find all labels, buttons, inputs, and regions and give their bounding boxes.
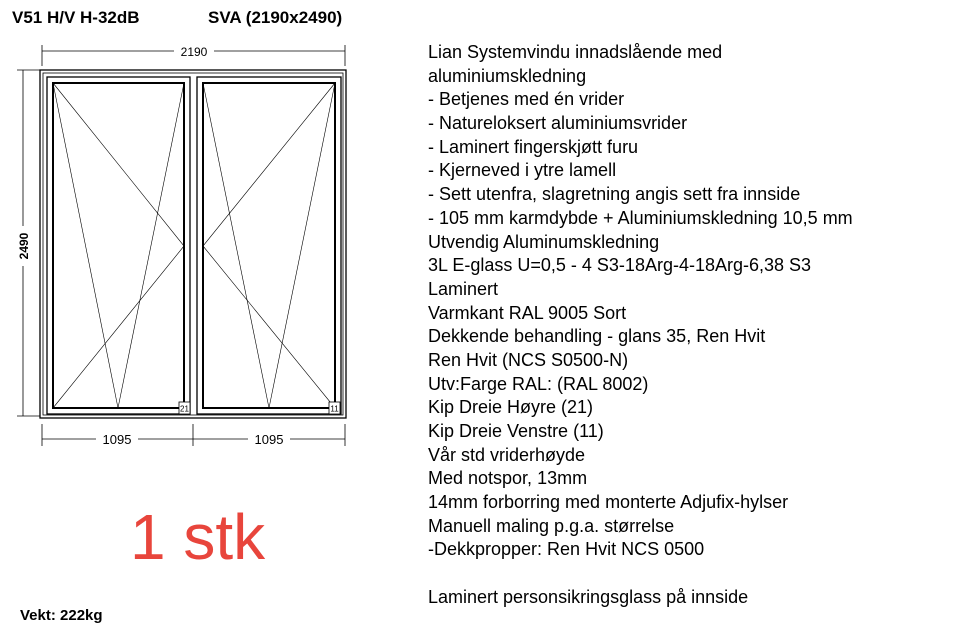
spec-line: Dekkende behandling - glans 35, Ren Hvit <box>428 326 766 347</box>
spec-line: Lian Systemvindu innadslående med <box>428 42 723 62</box>
spec-line: - Kjerneved i ytre lamell <box>428 160 617 181</box>
specification-list <box>428 41 853 610</box>
spec-line: Laminert personsikringsglass på innside <box>428 586 749 607</box>
spec-line: Laminert <box>428 278 499 299</box>
quantity-label: 1 stk <box>130 501 266 573</box>
bottom-dimension <box>42 424 345 446</box>
spec-line: Varmkant RAL 9005 Sort <box>428 302 627 323</box>
left-sash-opening-lines <box>53 83 184 408</box>
weight-label: Vekt: 222kg <box>20 607 103 624</box>
spec-line: Utv:Farge RAL: (RAL 8002) <box>428 373 649 394</box>
spec-line: -Dekkpropper: Ren Hvit NCS 0500 <box>428 539 705 560</box>
window-frame <box>40 70 346 418</box>
spec-line: Kip Dreie Høyre (21) <box>428 397 594 418</box>
spec-line: - Natureloksert aluminiumsvrider <box>428 113 688 134</box>
spec-line: 14mm forborring med monterte Adjufix-hylser <box>428 492 789 513</box>
overall-height-label: 2490 <box>17 232 31 260</box>
size-label: SVA (2190x2490) <box>208 8 343 27</box>
overall-width-label: 2190 <box>180 45 208 59</box>
spec-line: - Sett utenfra, slagretning angis sett fra innside <box>428 184 801 205</box>
spec-line: - 105 mm karmdybde + Aluminiumskledning 10,5 mm <box>428 207 853 228</box>
window-drawing <box>0 0 420 460</box>
spec-line: 3L E-glass U=0,5 - 4 S3-18Arg-4-18Arg-6,38 S3 <box>428 255 812 276</box>
spec-line: aluminiumskledning <box>428 65 587 86</box>
spec-line: - Betjenes med én vrider <box>428 89 625 110</box>
right-sash-mark: 11 <box>330 404 339 414</box>
right-sash-opening-lines <box>203 83 335 408</box>
right-sash <box>197 77 341 414</box>
left-sash-width-label: 1095 <box>102 432 132 447</box>
spec-line: Vår std vriderhøyde <box>428 444 586 465</box>
spec-line: Kip Dreie Venstre (11) <box>428 421 604 441</box>
right-sash-width-label: 1095 <box>254 432 284 447</box>
spec-line: - Laminert fingerskjøtt furu <box>428 136 639 157</box>
left-sash <box>47 77 190 414</box>
product-code: V51 H/V H-32dB <box>12 8 140 27</box>
spec-line: Ren Hvit (NCS S0500-N) <box>428 349 629 370</box>
spec-line: Med notspor, 13mm <box>428 468 588 489</box>
left-sash-mark: 21 <box>180 404 189 414</box>
spec-line <box>428 562 853 586</box>
spec-line: Utvendig Aluminumskledning <box>428 231 660 252</box>
spec-line: Manuell maling p.g.a. størrelse <box>428 515 675 536</box>
